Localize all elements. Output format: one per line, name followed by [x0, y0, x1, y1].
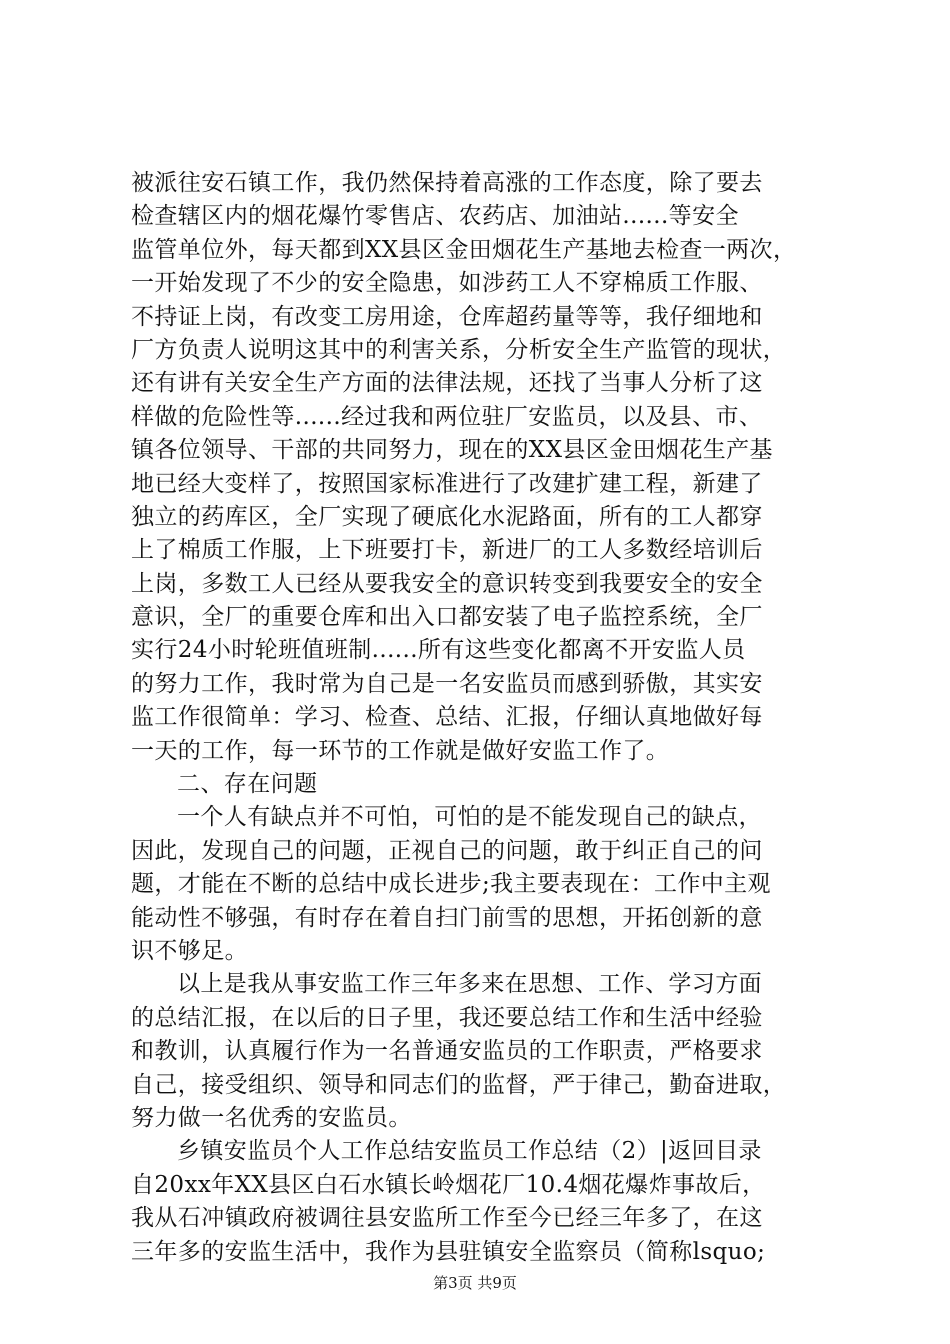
body-line: 的努力工作，我时常为自己是一名安监员而感到骄傲，其实安: [131, 670, 763, 697]
body-line: 一天的工作，每一环节的工作就是做好安监工作了。: [131, 737, 670, 764]
body-line: 厂方负责人说明这其中的利害关系，分析安全生产监管的现状，: [131, 336, 787, 363]
section-heading: 二、存在问题: [177, 771, 318, 798]
body-line: 镇各位领导、干部的共同努力，现在的XX县区金田烟花生产基: [131, 437, 773, 464]
body-line: 一个人有缺点并不可怕，可怕的是不能发现自己的缺点，: [177, 804, 762, 831]
body-line: 不持证上岗，有改变工房用途，仓库超药量等等，我仔细地和: [131, 303, 763, 330]
body-line: 我从石冲镇政府被调往县安监所工作至今已经三年多了，在这: [131, 1205, 763, 1232]
body-line: 独立的药库区，全厂实现了硬底化水泥路面，所有的工人都穿: [131, 503, 763, 530]
body-line: 意识，全厂的重要仓库和出入口都安装了电子监控系统，全厂: [131, 604, 763, 631]
body-line: 题，才能在不断的总结中成长进步;我主要表现在：工作中主观: [131, 871, 771, 898]
body-line: 实行24小时轮班值班制......所有这些变化都离不开安监人员: [131, 637, 746, 664]
body-line: 识不够足。: [131, 937, 248, 964]
document-body: [131, 167, 831, 1269]
page-number-footer: 第3页 共9页: [433, 1274, 517, 1292]
body-line: 还有讲有关安全生产方面的法律法规，还找了当事人分析了这: [131, 370, 763, 397]
body-line: 自20xx年XX县区白石水镇长岭烟花厂10.4烟花爆炸事故后，: [131, 1171, 766, 1198]
body-line: 自己，接受组织、领导和同志们的监督，严于律己，勤奋进取，: [131, 1071, 787, 1098]
body-line: 三年多的安监生活中，我作为县驻镇安全监察员（简称lsquo;: [131, 1238, 766, 1265]
section-title-link[interactable]: 乡镇安监员个人工作总结安监员工作总结（2）|返回目录: [177, 1138, 762, 1165]
body-line: 一开始发现了不少的安全隐患，如涉药工人不穿棉质工作服、: [131, 270, 763, 297]
body-line: 上岗，多数工人已经从要我安全的意识转变到我要安全的安全: [131, 570, 763, 597]
body-line: 上了棉质工作服，上下班要打卡，新进厂的工人多数经培训后: [131, 537, 763, 564]
body-line: 努力做一名优秀的安监员。: [131, 1104, 412, 1131]
body-line: 以上是我从事安监工作三年多来在思想、工作、学习方面: [177, 971, 762, 998]
body-line: 监管单位外，每天都到XX县区金田烟花生产基地去检查一两次，: [131, 236, 797, 263]
body-line: 的总结汇报，在以后的日子里，我还要总结工作和生活中经验: [131, 1004, 763, 1031]
body-line: 监工作很简单：学习、检查、总结、汇报，仔细认真地做好每: [131, 704, 763, 731]
body-line: 和教训，认真履行作为一名普通安监员的工作职责，严格要求: [131, 1038, 763, 1065]
body-line: 样做的危险性等......经过我和两位驻厂安监员，以及县、市、: [131, 403, 763, 430]
body-line: 被派往安石镇工作，我仍然保持着高涨的工作态度，除了要去: [131, 170, 763, 196]
body-line: 能动性不够强，有时存在着自扫门前雪的思想，开拓创新的意: [131, 904, 763, 931]
body-line: 地已经大变样了，按照国家标准进行了改建扩建工程，新建了: [131, 470, 763, 497]
body-line: 因此，发现自己的问题，正视自己的问题，敢于纠正自己的问: [131, 837, 763, 864]
body-line: 检查辖区内的烟花爆竹零售店、农药店、加油站......等安全: [131, 203, 739, 230]
